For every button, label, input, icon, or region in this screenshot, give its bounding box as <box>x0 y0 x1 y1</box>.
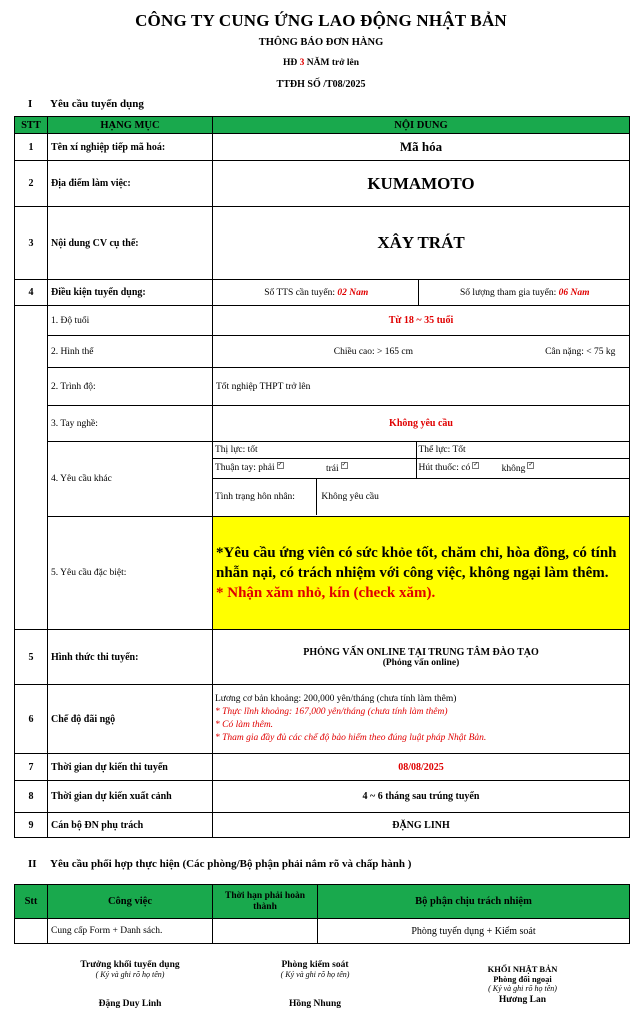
table-row: 2. Trình độ: Tốt nghiệp THPT trở lên <box>15 368 630 406</box>
table-row: 8 Thời gian dự kiến xuất cảnh 4 ~ 6 tháng sau trúng tuyển <box>15 781 630 813</box>
job-content-value: XÂY TRÁT <box>213 207 630 280</box>
signature-recruitment: Trưởng khối tuyển dụng ( Ký và ghi rõ họ tên) Đặng Duy Linh <box>80 960 180 1009</box>
table-row: 3. Tay nghề: Không yêu cầu <box>15 406 630 442</box>
table-row: 4 Điều kiện tuyển dụng: Số TTS cần tuyển: 02 Nam Số lượng tham gia tuyển: 06 Nam <box>15 280 630 306</box>
signature-japan: KHỐI NHẬT BẢN Phòng đối ngoại ( Ký và ghi rõ họ tên) Hương Lan <box>487 964 558 1005</box>
table-row: 1 Tên xí nghiệp tiếp mã hoá: Mã hóa <box>15 134 630 161</box>
exam-date: 08/08/2025 <box>213 754 630 781</box>
table-row: 5. Yêu cầu đặc biệt: *Yêu cầu ứng viên có sức khỏe tốt, chăm chỉ, hòa đồng, có tính nhẫn nại, có trách nhiệm với công việc, không ngại làm thêm. * Nhận xăm nhỏ, kín (check xăm). <box>15 517 630 630</box>
weight-value: Cân nặng: < 75 kg <box>545 346 616 357</box>
table-row: 3 Nội dung CV cụ thể: XÂY TRÁT <box>15 207 630 280</box>
skill-value: Không yêu cầu <box>213 406 630 442</box>
table-row: 4. Yêu cầu khác Thị lực: tốt Thể lực: Tốt Thuận tay: phải ✓ trái ✓ Hút thuốc: có ✓ không ✓ Tình trạng hôn nhân: Không yêu cầu <box>15 442 630 517</box>
col-stt-header: STT <box>15 117 48 134</box>
participant-count: Số lượng tham gia tuyển: 06 Nam <box>460 287 590 298</box>
table-row: 5 Hình thức thi tuyển: PHỎNG VẤN ONLINE TẠI TRUNG TÂM ĐÀO TẠO (Phỏng vấn online) <box>15 630 630 685</box>
col-item-header: HẠNG MỤC <box>48 117 213 134</box>
table-row: 2. Hình thể Chiều cao: > 165 cm Cân nặng: < 75 kg <box>15 336 630 368</box>
order-number: TTĐH SỐ /T08/2025 <box>276 79 366 90</box>
col-content-header: NỘI DUNG <box>213 117 630 134</box>
contract-duration: HĐ 3 NĂM trở lên <box>283 58 359 68</box>
table-row: 9 Cán bộ ĐN phụ trách ĐẶNG LINH <box>15 813 630 838</box>
smoking: Hút thuốc: có ✓ không ✓ <box>416 458 629 478</box>
table-row: 6 Chế độ đãi ngộ Lương cơ bản khoảng: 200,000 yên/tháng (chưa tính làm thêm) * Thực lĩnh khoảng: 167,000 yên/tháng (chưa tính làm thêm) * Có làm thêm. * Tham gia đầy đủ các chế độ bảo hiểm theo đúng luật pháp Nhật Bản. <box>15 685 630 754</box>
height-value: Chiều cao: > 165 cm <box>333 346 413 357</box>
marital-label: Tình trạng hôn nhân: <box>213 479 317 515</box>
notice-title: THÔNG BÁO ĐƠN HÀNG <box>258 37 384 48</box>
fitness-value: Thể lực: Tốt <box>416 442 629 458</box>
right-hand-checkbox[interactable]: ✓ <box>277 462 283 469</box>
education-value: Tốt nghiệp THPT trở lên <box>213 368 630 406</box>
handedness: Thuận tay: phải ✓ trái ✓ <box>213 458 416 478</box>
signature-control: Phòng kiểm soát ( Ký và ghi rõ họ tên) Hồng Nhung <box>280 960 350 1009</box>
marital-value: Không yêu cầu <box>321 492 379 503</box>
officer-name: ĐẶNG LINH <box>213 813 630 838</box>
left-hand-checkbox[interactable]: ✓ <box>341 462 347 469</box>
age-value: Từ 18 ~ 35 tuổi <box>213 306 630 336</box>
special-requirements: *Yêu cầu ứng viên có sức khỏe tốt, chăm chỉ, hòa đồng, có tính nhẫn nại, có trách nhiệm với công việc, không ngại làm thêm. * Nhận xăm nhỏ, kín (check xăm). <box>213 517 630 630</box>
requirements-table <box>14 116 630 838</box>
smoke-yes-checkbox[interactable]: ✓ <box>473 462 479 469</box>
exam-method: PHỎNG VẤN ONLINE TẠI TRUNG TÂM ĐÀO TẠO (Phỏng vấn online) <box>213 630 630 685</box>
table-row: 2 Địa điểm làm việc: KUMAMOTO <box>15 161 630 207</box>
company-title: CÔNG TY CUNG ỨNG LAO ĐỘNG NHẬT BẢN <box>135 11 507 30</box>
company-code-value: Mã hóa <box>213 134 630 161</box>
section-2-heading: II Yêu cầu phối hợp thực hiện (Các phòng/Bộ phận phải nắm rõ và chấp hành ) <box>28 858 412 870</box>
smoke-no-checkbox[interactable]: ✓ <box>528 462 534 469</box>
table-row: Cung cấp Form + Danh sách. Phòng tuyển dụng + Kiểm soát <box>15 919 630 944</box>
vision-value: Thị lực: tốt <box>213 442 416 458</box>
coordination-table: Stt Công việc Thời hạn phải hoàn thành Bộ phận chịu trách nhiệm Cung cấp Form + Danh sách. Phòng tuyển dụng + Kiểm soát <box>14 884 630 944</box>
work-location-value: KUMAMOTO <box>213 161 630 207</box>
table-row: 1. Độ tuổi Từ 18 ~ 35 tuổi <box>15 306 630 336</box>
departure-time: 4 ~ 6 tháng sau trúng tuyển <box>213 781 630 813</box>
section-1-heading: I Yêu cầu tuyển dụng <box>28 98 144 110</box>
benefits: Lương cơ bản khoảng: 200,000 yên/tháng (chưa tính làm thêm) * Thực lĩnh khoảng: 167,000 yên/tháng (chưa tính làm thêm) * Có làm thêm. * Tham gia đầy đủ các chế độ bảo hiểm theo đúng luật pháp Nhật Bản. <box>213 685 630 754</box>
table-row: 7 Thời gian dự kiến thi tuyển 08/08/2025 <box>15 754 630 781</box>
tts-count: Số TTS cần tuyển: 02 Nam <box>213 280 418 305</box>
